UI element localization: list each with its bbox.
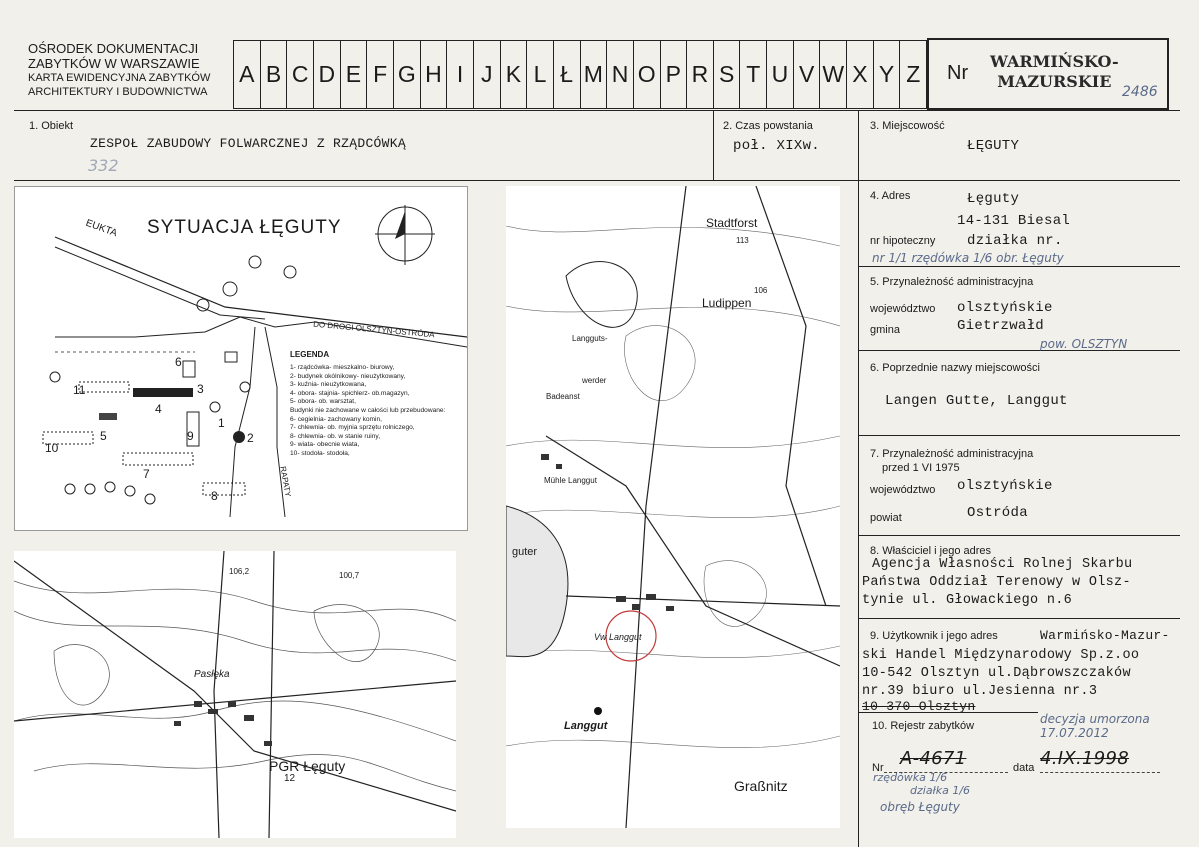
wojewodztwo-value: olsztyńskie xyxy=(957,478,1053,494)
index-letter: A xyxy=(234,41,261,108)
wojewodztwo-label: województwo xyxy=(870,484,936,496)
index-letter: B xyxy=(261,41,288,108)
gmina-label: gmina xyxy=(870,324,900,336)
miejscowosc-label: 3. Miejscowość xyxy=(870,120,945,132)
rejestr-label: 10. Rejestr zabytków xyxy=(872,720,975,732)
index-letter: G xyxy=(394,41,421,108)
rejestr-nr-label: Nr xyxy=(872,762,884,774)
index-letter: J xyxy=(474,41,501,108)
index-letter: T xyxy=(740,41,767,108)
road-label: RAPATY xyxy=(278,465,293,498)
index-letter: F xyxy=(367,41,394,108)
obiekt-value: ZESPOŁ ZABUDOWY FOLWARCZNEJ Z RZĄDCÓWKĄ xyxy=(90,136,406,151)
legend-item: 3- kuźnia- nieużytkowana, xyxy=(290,381,367,389)
index-letter: M xyxy=(581,41,608,108)
index-letter: S xyxy=(714,41,741,108)
region-stamp-line: WARMIŃSKO- xyxy=(990,52,1119,71)
powiat-handwriting: pow. OLSZTYN xyxy=(1040,337,1128,351)
index-letter: P xyxy=(661,41,688,108)
czas-value: poł. XIXw. xyxy=(733,138,821,154)
wlasciciel-line: tynie ul. Głowackiego n.6 xyxy=(862,593,1073,608)
index-letter: Y xyxy=(874,41,901,108)
region-stamp xyxy=(990,52,1119,92)
form-divider xyxy=(713,110,714,180)
building-number: 7 xyxy=(143,467,150,481)
powiat-value: Ostróda xyxy=(967,505,1028,521)
situation-plan xyxy=(14,186,468,531)
form-divider xyxy=(858,110,859,847)
wlasciciel-line: Państwa Oddział Terenowy w Olsz- xyxy=(862,575,1131,590)
poprzednie-value: Langen Gutte, Langgut xyxy=(885,393,1068,409)
index-letter: Z xyxy=(906,61,921,87)
building-number: 8 xyxy=(211,489,218,503)
form-rule xyxy=(858,180,1180,181)
institution-block xyxy=(28,41,228,99)
przed1975-label: 7. Przynależność administracyjna xyxy=(870,448,1034,460)
wojewodztwo-value: olsztyńskie xyxy=(957,300,1053,316)
rejestr-data-label: data xyxy=(1013,762,1035,774)
adres-handwriting: nr 1/1 rzędówka 1/6 obr. Łęguty xyxy=(872,251,1064,265)
adres-line: Łęguty xyxy=(967,191,1020,207)
map-label: Vw Langgut xyxy=(594,632,642,642)
rejestr-handwriting: decyzja umorzona 17.07.2012 xyxy=(1040,712,1150,740)
legend-item: 1- rządcówka- mieszkalno- biurowy, xyxy=(290,364,395,371)
building-number: 5 xyxy=(100,429,107,443)
uzytkownik-line: nr.39 biuro ul.Jesienna nr.3 xyxy=(862,684,1098,699)
index-letter: D xyxy=(314,41,341,108)
form-top-rule xyxy=(14,110,1180,111)
card-type-line: KARTA EWIDENCYJNA ZABYTKÓW xyxy=(28,72,211,84)
map-label-pgr: PGR Łęguty xyxy=(269,758,346,774)
legend-item: 5- obora- ob. warsztat, xyxy=(290,398,356,406)
uzytkownik-line: 10-370 Olsztyn xyxy=(862,699,976,714)
map-label: Langguts- xyxy=(572,334,608,343)
map-label: Mühle Langgut xyxy=(544,476,597,485)
przed1975-date: przed 1 VI 1975 xyxy=(882,462,960,474)
map-label: Langgut xyxy=(564,720,608,732)
miejscowosc-value: ŁĘGUTY xyxy=(967,138,1020,154)
situation-title: SYTUACJA ŁĘGUTY xyxy=(147,217,342,238)
legend-item: 6- cegielnia- zachowany komin, xyxy=(290,415,382,423)
map-label: 106 xyxy=(754,286,768,295)
map-label-river: Pasłęka xyxy=(194,669,230,680)
bottom-handwriting: działka 1/6 xyxy=(910,784,971,797)
legend-title: LEGENDA xyxy=(290,350,330,359)
small-map-drawing xyxy=(14,551,456,838)
card-type-line: ARCHITEKTURY I BUDOWNICTWA xyxy=(28,86,208,98)
nr-label: Nr xyxy=(947,62,969,84)
adres-label: 4. Adres xyxy=(870,190,911,202)
index-letter: I xyxy=(447,41,474,108)
form-rule xyxy=(858,266,1180,267)
index-letter: X xyxy=(847,41,874,108)
form-rule xyxy=(858,712,1038,713)
rejestr-data-line xyxy=(1040,772,1160,773)
stamp-number: 2486 xyxy=(1122,84,1158,100)
building-number: 2 xyxy=(247,431,254,445)
powiat-label: powiat xyxy=(870,512,902,524)
hipoteczny-label: nr hipoteczny xyxy=(870,235,936,247)
institution-line: OŚRODEK DOKUMENTACJI xyxy=(28,41,199,56)
large-map-drawing xyxy=(506,186,840,828)
map-label-height: 106,2 xyxy=(229,567,250,576)
building-number: 11 xyxy=(73,383,86,397)
uzytkownik-line: 10-542 Olsztyn ul.Dąbrowszczaków xyxy=(862,666,1131,681)
index-letter: N xyxy=(607,41,634,108)
bottom-handwriting: rzędówka 1/6 xyxy=(873,771,948,784)
building-number: 3 xyxy=(197,382,204,396)
building-number: 1 xyxy=(218,416,225,430)
hipoteczny-value: działka nr. xyxy=(967,233,1063,249)
rejestr-data-value: 4.IX.1998 xyxy=(1040,748,1130,769)
index-letter: Ł xyxy=(554,41,581,108)
region-stamp-line: MAZURSKIE xyxy=(997,72,1112,91)
legend-item: 8- chlewnia- ob. w stanie ruiny, xyxy=(290,432,381,440)
form-rule xyxy=(858,435,1180,436)
map-label: werder xyxy=(582,376,607,385)
legend-item: 4- obora- stajnia- spichlerz- ob.magazyn, xyxy=(290,389,410,397)
map-label: Ludippen xyxy=(702,296,752,310)
road-label: EUKTA xyxy=(84,217,119,240)
building-number: 4 xyxy=(155,402,162,416)
building-number: 9 xyxy=(187,429,194,443)
index-letter: L xyxy=(527,41,554,108)
legend-item: Budynki nie zachowane w całości lub przebudowane: xyxy=(290,406,446,414)
czas-label: 2. Czas powstania xyxy=(723,120,813,132)
uzytkownik-label: 9. Użytkownik i jego adres xyxy=(870,630,998,642)
index-letter: V xyxy=(794,41,821,108)
form-rule xyxy=(858,535,1180,536)
gmina-value: Gietrzwałd xyxy=(957,318,1045,334)
map-label: Badeanst xyxy=(546,392,580,401)
adres-line: 14-131 Biesal xyxy=(957,213,1071,229)
topographic-map-small xyxy=(14,551,456,838)
legend-item: 9- wiata- obecnie wiata, xyxy=(290,441,360,449)
index-letter: H xyxy=(421,41,448,108)
index-letter: O xyxy=(634,41,661,108)
poprzednie-label: 6. Poprzednie nazwy miejscowości xyxy=(870,362,1040,374)
map-label: guter xyxy=(512,546,538,558)
index-letter: E xyxy=(341,41,368,108)
legend-item: 7- chlewnia- ob. myjnia sprzętu rolniczego, xyxy=(290,424,415,432)
bottom-handwriting: obręb Łęguty xyxy=(880,800,960,814)
road-label: DO DROGI OLSZTYN-OSTRÓDA xyxy=(312,319,435,340)
building-number: 6 xyxy=(175,355,182,369)
wlasciciel-line: Agencja Własności Rolnej Skarbu xyxy=(872,557,1133,572)
obiekt-label: 1. Obiekt xyxy=(29,120,74,132)
rejestr-nr-value: A-4671 xyxy=(900,748,967,769)
map-label: Graßnitz xyxy=(734,778,788,794)
legend-item: 10- stodoła- stodoła, xyxy=(290,449,350,457)
institution-line: ZABYTKÓW W WARSZAWIE xyxy=(28,56,200,71)
wojewodztwo-label: województwo xyxy=(870,303,936,315)
obiekt-note: 332 xyxy=(88,156,119,175)
uzytkownik-line: ski Handel Międzynarodowy Sp.z.oo xyxy=(862,648,1140,663)
form-rule xyxy=(858,350,1180,351)
index-letters-row xyxy=(233,40,927,109)
map-label-height: 100,7 xyxy=(339,571,360,580)
index-letter: R xyxy=(687,41,714,108)
wlasciciel-label: 8. Właściciel i jego adres xyxy=(870,545,992,557)
map-label-number: 12 xyxy=(284,773,296,784)
building-number: 10 xyxy=(45,441,59,455)
index-letter: K xyxy=(501,41,528,108)
legend xyxy=(290,364,445,459)
przynaleznosc-label: 5. Przynależność administracyjna xyxy=(870,276,1034,288)
map-label: 113 xyxy=(736,236,749,245)
legend-item: 2- budynek okólnikowy- nieużytkowany, xyxy=(290,372,406,380)
form-rule xyxy=(858,618,1180,619)
form-rule xyxy=(14,180,858,181)
index-letter: W xyxy=(820,41,847,108)
uzytkownik-first: Warmińsko-Mazur- xyxy=(1040,628,1170,643)
index-letter: U xyxy=(767,41,794,108)
index-letter: C xyxy=(287,41,314,108)
map-label: Stadtforst xyxy=(706,216,758,230)
topographic-map-large xyxy=(506,186,840,828)
